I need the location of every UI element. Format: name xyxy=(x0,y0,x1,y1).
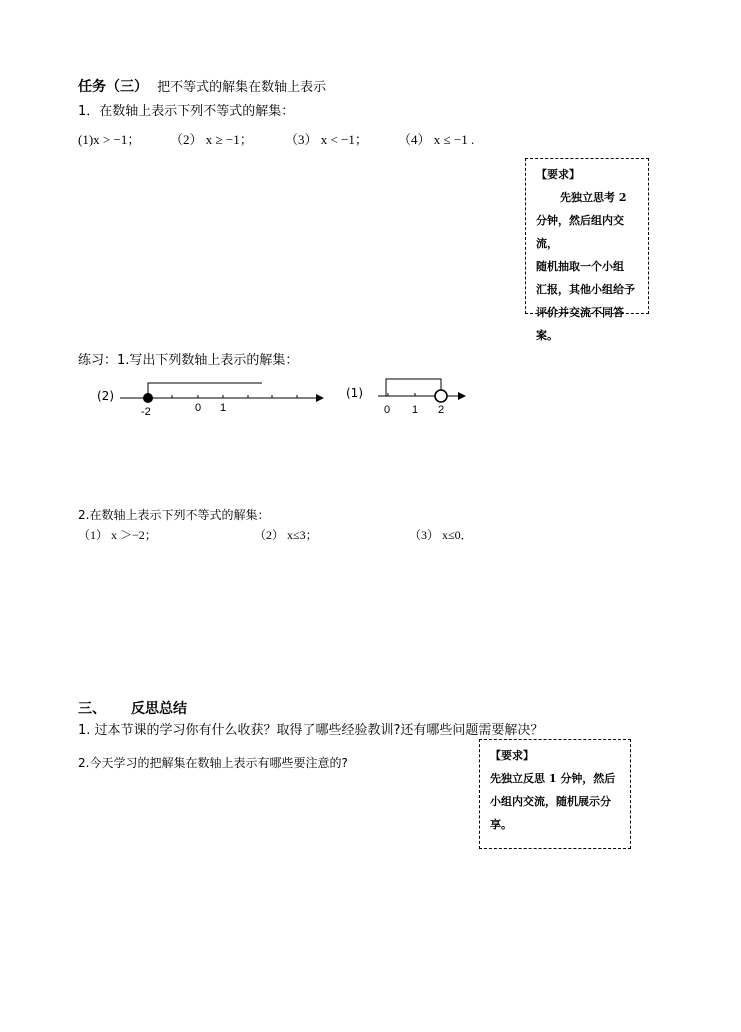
axis-b-tick-label: 1 xyxy=(412,404,419,416)
requirement-line: 享。 xyxy=(490,818,512,831)
number-line-b xyxy=(372,375,472,417)
task3-heading xyxy=(78,76,326,96)
practice-item-2: （2） x≤3； xyxy=(254,528,318,542)
axis-b-open-point xyxy=(435,390,447,402)
axis-a-label: (2) xyxy=(97,389,114,403)
practice-item-3: （3） x≤0． xyxy=(409,528,473,542)
axis-b-arrow xyxy=(458,392,466,400)
requirement-title: 【要求】 xyxy=(490,749,534,762)
task3-heading-label: 任务（三） xyxy=(78,79,148,95)
axis-a-tick-label: 1 xyxy=(220,402,227,414)
axis-a-arrow xyxy=(316,394,324,402)
axis-b-tick-label: 2 xyxy=(438,404,445,416)
requirement-line: 小组内交流，随机展示分 xyxy=(490,795,611,808)
axis-a-filled-point xyxy=(143,393,153,403)
requirement-line: 随机抽取一个小组 xyxy=(536,260,624,273)
requirement-box-task3 xyxy=(525,158,649,342)
summary-question-2: 2.今天学习的把解集在数轴上表示有哪些要注意的? xyxy=(78,756,348,770)
axis-b-label: (1) xyxy=(346,386,363,400)
inequality-item-3: （3） x < −1； xyxy=(285,132,368,147)
requirement-line: 案。 xyxy=(536,329,558,342)
requirement-line: 先独立反思 1 分钟，然后 xyxy=(490,772,616,785)
axis-a-tick-label: -2 xyxy=(141,406,151,418)
axis-b-tick-label: 0 xyxy=(384,404,391,416)
practice-question-2: 2.在数轴上表示下列不等式的解集： xyxy=(78,508,270,522)
requirement-title: 【要求】 xyxy=(536,168,580,181)
task3-question-1: 1．在数轴上表示下列不等式的解集： xyxy=(78,104,295,119)
summary-section-title: 反思总结 xyxy=(131,701,187,717)
axis-a-solution-bracket xyxy=(148,383,262,398)
task3-heading-text: 把不等式的解集在数轴上表示 xyxy=(157,80,327,95)
practice-item-1: （1） x ＞−2； xyxy=(78,528,157,542)
requirement-box-summary xyxy=(479,739,631,849)
summary-section-number: 三、 xyxy=(78,701,106,717)
requirement-line: 评价并交流不同答 xyxy=(536,306,624,319)
axis-b-solution-bracket xyxy=(386,379,441,396)
requirement-line: 先独立思考 2 xyxy=(560,191,627,204)
number-line-a xyxy=(120,377,330,419)
requirement-line: 分钟，然后组内交流， xyxy=(536,214,624,250)
inequality-item-4: （4） x ≤ −1 . xyxy=(398,132,475,147)
inequality-item-1: (1)x > −1； xyxy=(78,132,141,147)
requirement-line: 汇报，其他小组给予 xyxy=(536,283,635,296)
inequality-item-2: （2） x ≥ −1； xyxy=(170,132,253,147)
axis-a-tick-label: 0 xyxy=(195,402,202,414)
summary-question-1: 1. 过本节课的学习你有什么收获？取得了哪些经验教训?还有哪些问题需要解决？ xyxy=(78,723,544,738)
practice-title: 练习：1.写出下列数轴上表示的解集： xyxy=(78,353,299,368)
